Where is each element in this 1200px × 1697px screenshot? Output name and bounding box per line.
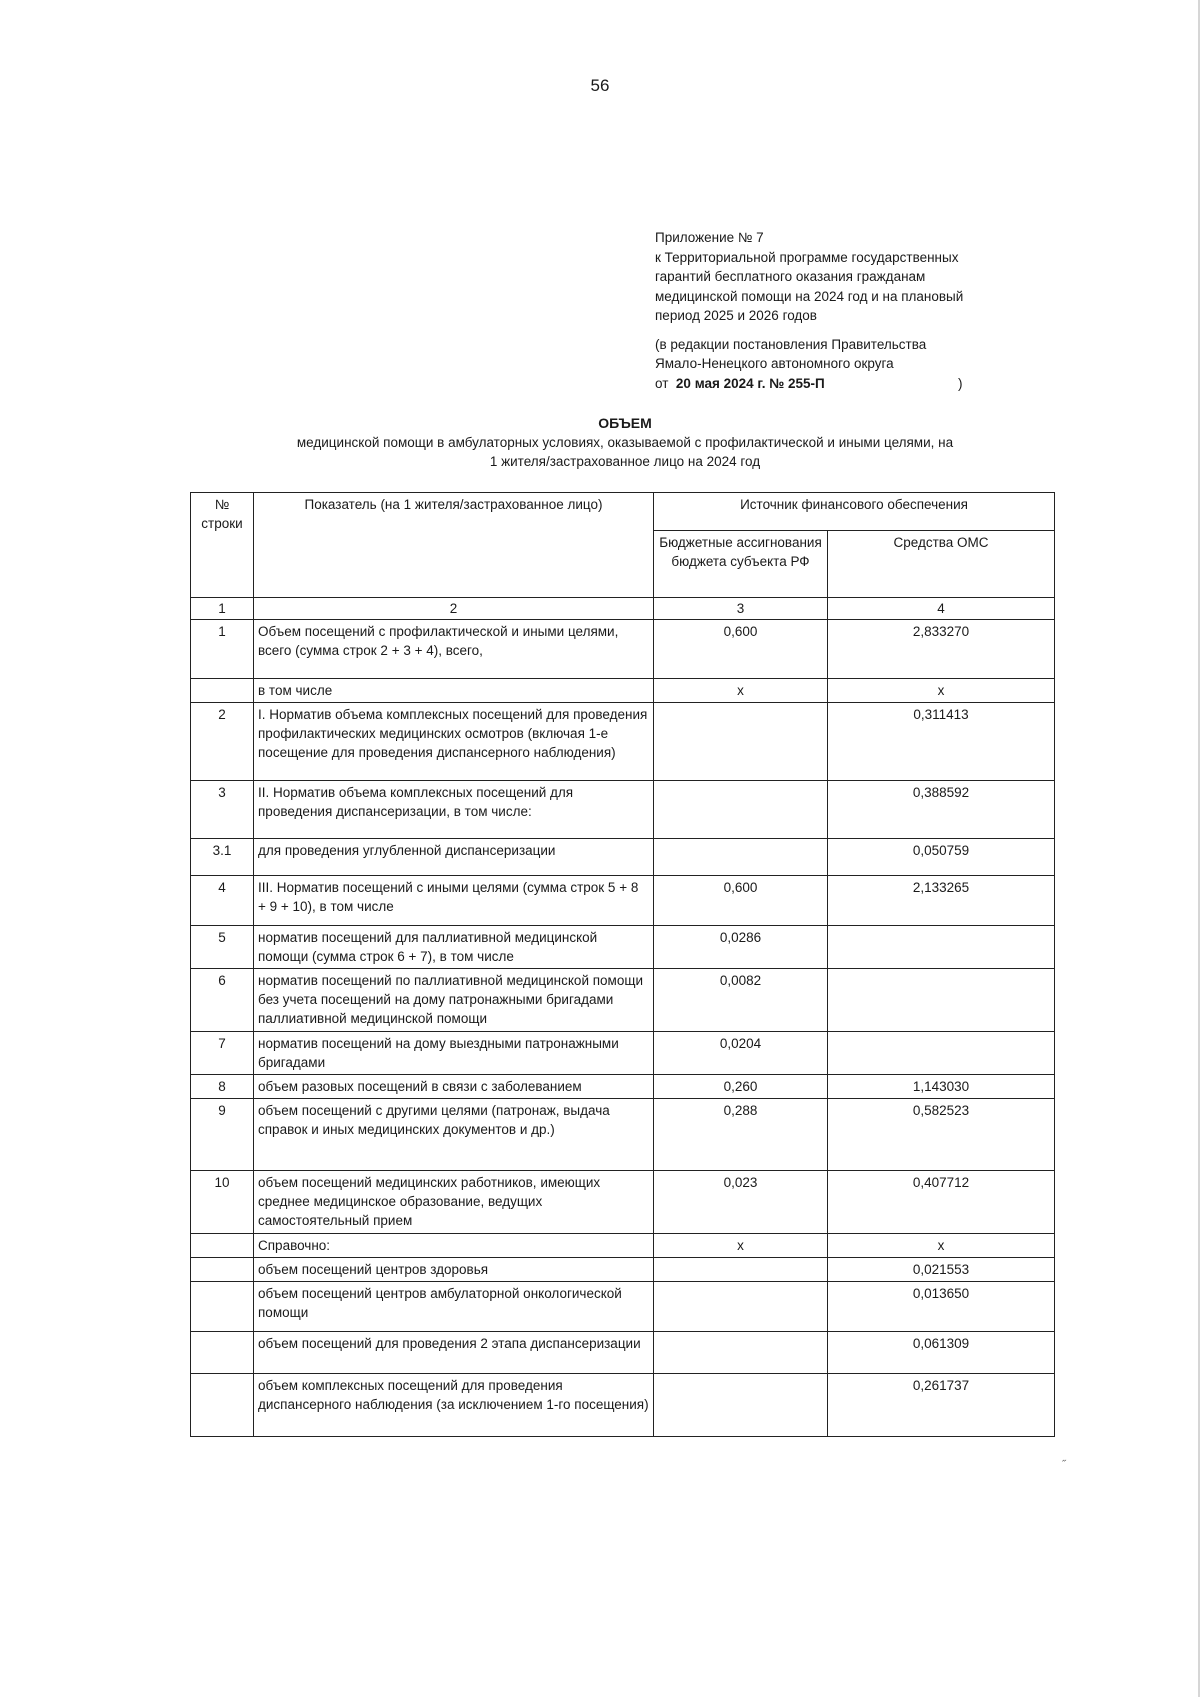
indicator-cell: объем комплексных посещений для проведения диспансерного наблюдения (за исключением 1-го посещения) [254,1374,654,1437]
table-row [191,781,1055,839]
oms-value: 2,133265 [828,876,1055,926]
oms-value: 2,833270 [828,620,1055,679]
table-row [191,876,1055,926]
budget-value: 0,600 [654,620,828,679]
budget-value: х [654,679,828,703]
indicator-cell: объем посещений с другими целями (патронаж, выдача справок и иных медицинских документов и др.) [254,1099,654,1171]
indicator-cell: объем разовых посещений в связи с заболеванием [254,1075,654,1099]
table-row [191,969,1055,1032]
row-number: 4 [191,876,254,926]
table-row [191,620,1055,679]
budget-value [654,1332,828,1374]
oms-value: 0,021553 [828,1258,1055,1282]
date-close-paren: ) [958,375,963,391]
indicator-cell: Объем посещений с профилактической и иными целями, всего (сумма строк 2 + 3 + 4), всего, [254,620,654,679]
date-prefix: от [655,375,669,391]
budget-value [654,703,828,781]
row-number [191,1374,254,1437]
budget-value: 0,023 [654,1171,828,1234]
oms-value: 0,261737 [828,1374,1055,1437]
oms-value: 1,143030 [828,1075,1055,1099]
column-number: 3 [654,598,828,620]
indicator-cell: в том числе [254,679,654,703]
oms-value: 0,407712 [828,1171,1055,1234]
table-row [191,1171,1055,1234]
decree-date-line [655,374,1035,394]
indicator-cell: II. Норматив объема комплексных посещений для проведения диспансеризации, в том числе: [254,781,654,839]
indicator-cell: объем посещений медицинских работников, имеющих среднее медицинское образование, ведущих самостоятельный прием [254,1171,654,1234]
indicator-cell: объем посещений центров здоровья [254,1258,654,1282]
indicator-cell: Справочно: [254,1234,654,1258]
row-number: 6 [191,969,254,1032]
row-number: 1 [191,620,254,679]
header-oms: Средства ОМС [828,531,1055,598]
column-number: 2 [254,598,654,620]
edition-line: Ямало-Ненецкого автономного округа [655,356,894,371]
table-row [191,839,1055,876]
table-row [191,926,1055,969]
budget-value [654,781,828,839]
budget-value: х [654,1234,828,1258]
edition-line: (в редакции постановления Правительства [655,336,927,352]
oms-value [828,969,1055,1032]
row-number: 7 [191,1032,254,1075]
appendix-line: Приложение № 7 [655,230,764,245]
table-row [191,1075,1055,1099]
row-number: 5 [191,926,254,969]
budget-value: 0,0082 [654,969,828,1032]
table-row [191,1032,1055,1075]
indicator-cell: объем посещений центров амбулаторной онкологической помощи [254,1282,654,1332]
oms-value [828,1032,1055,1075]
budget-value [654,1282,828,1332]
row-number [191,679,254,703]
table-row [191,1374,1055,1437]
scan-mark: ˝ [1062,1459,1066,1471]
indicator-cell: III. Норматив посещений с иными целями (сумма строк 5 + 8 + 9 + 10), в том числе [254,876,654,926]
budget-value: 0,600 [654,876,828,926]
indicator-cell: для проведения углубленной диспансеризации [254,839,654,876]
page-number: 56 [590,76,610,95]
oms-value [828,926,1055,969]
oms-value: 0,013650 [828,1282,1055,1332]
budget-value: 0,0286 [654,926,828,969]
edition-note [655,335,1035,394]
row-number: 3 [191,781,254,839]
row-number: 9 [191,1099,254,1171]
indicator-cell: I. Норматив объема комплексных посещений для проведения профилактических медицинских осмотров (включая 1-е посещение для проведения диспансерного наблюдения) [254,703,654,781]
header-source: Источник финансового обеспечения [654,493,1055,531]
table-row [191,703,1055,781]
row-number [191,1282,254,1332]
budget-value: 0,0204 [654,1032,828,1075]
oms-value: 0,311413 [828,703,1055,781]
indicator-cell: норматив посещений на дому выездными патронажными бригадами [254,1032,654,1075]
table-row [191,1332,1055,1374]
row-number [191,1258,254,1282]
appendix-line: период 2025 и 2026 годов [655,308,817,323]
oms-value: х [828,679,1055,703]
budget-value [654,1374,828,1437]
header-row [191,493,1055,531]
budget-value: 0,260 [654,1075,828,1099]
title-line: 1 жителя/застрахованное лицо на 2024 год [489,454,761,469]
table-row [191,1234,1055,1258]
table-row [191,679,1055,703]
header-indicator: Показатель (на 1 жителя/застрахованное лицо) [254,493,654,598]
volume-table [190,492,1055,1437]
row-number: 10 [191,1171,254,1234]
oms-value: 0,388592 [828,781,1055,839]
title-heading: ОБЪЕМ [598,415,652,431]
indicator-cell: норматив посещений по паллиативной медицинской помощи без учета посещений на дому патронажными бригадами паллиативной медицинской помощи [254,969,654,1032]
row-number [191,1332,254,1374]
budget-value: 0,288 [654,1099,828,1171]
budget-value [654,1258,828,1282]
oms-value: 0,050759 [828,839,1055,876]
appendix-line: гарантий бесплатного оказания гражданам [655,269,926,284]
row-number: 8 [191,1075,254,1099]
row-number: 2 [191,703,254,781]
column-number: 4 [828,598,1055,620]
header-budget: Бюджетные ассигнования бюджета субъекта РФ [654,531,828,598]
column-number: 1 [191,598,254,620]
appendix-block [655,228,1035,393]
header-row-no: № строки [191,493,254,598]
appendix-line: медицинской помощи на 2024 год и на плановый [655,288,964,304]
indicator-cell: объем посещений для проведения 2 этапа диспансеризации [254,1332,654,1374]
column-numbers-row [191,598,1055,620]
oms-value: 0,582523 [828,1099,1055,1171]
row-number [191,1234,254,1258]
budget-value [654,839,828,876]
row-number: 3.1 [191,839,254,876]
table-row [191,1099,1055,1171]
title-line: медицинской помощи в амбулаторных условиях, оказываемой с профилактической и иными целями, на [296,435,954,450]
document-title [240,414,1010,471]
decree-date: 20 мая 2024 г. № 255-П [675,375,825,391]
table-row [191,1258,1055,1282]
appendix-line: к Территориальной программе государственных [655,249,959,265]
oms-value: х [828,1234,1055,1258]
indicator-cell: норматив посещений для паллиативной медицинской помощи (сумма строк 6 + 7), в том числе [254,926,654,969]
table-row [191,1282,1055,1332]
oms-value: 0,061309 [828,1332,1055,1374]
